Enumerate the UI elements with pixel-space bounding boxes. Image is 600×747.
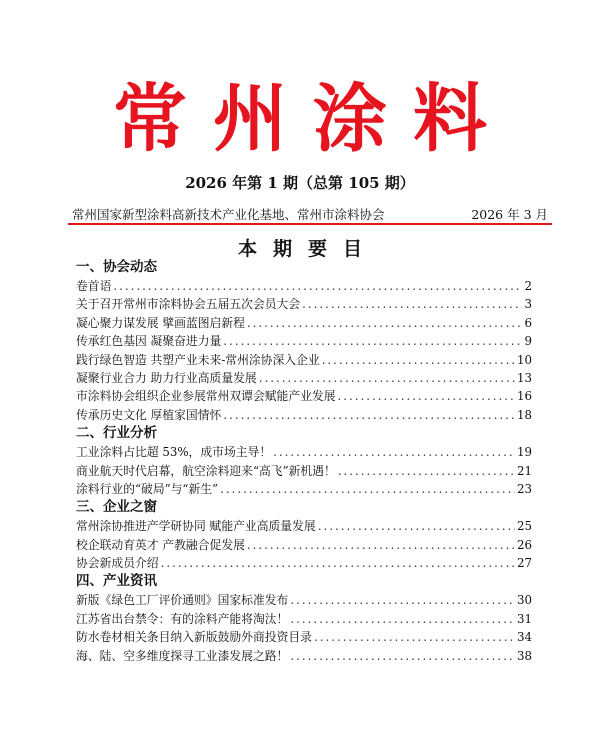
masthead-title: 常州涂料 [113,76,513,162]
toc-leader-dots [161,554,515,572]
publication-date: 2026 年 3 月 [471,207,548,222]
toc-entry-page: 38 [516,648,532,663]
toc-entry-page: 23 [516,481,532,496]
toc-entry-page: 9 [524,334,532,349]
toc-leader-dots [338,387,515,405]
toc-section-heading: 一、协会动态 [76,259,157,275]
toc-entry[interactable] [76,554,532,572]
toc-entry-title: 江苏省出台禁令：有的涂料产能将淘汰！ [76,611,289,626]
toc-leader-dots [322,351,515,369]
toc-entry-page: 34 [516,630,532,645]
toc-leader-dots [220,480,515,498]
toc-entry-title: 卷首语 [76,279,112,293]
toc-entry-title: 市涂料协会组织企业参展常州双谭会赋能产业发展 [76,389,336,404]
publisher-name: 常州国家新型涂料高新技术产业化基地、常州市涂料协会 [72,207,385,222]
toc-leader-dots [223,406,515,424]
issue-number: 2026 年第 1 期（总第 105 期） [185,174,415,192]
toc-entry-page: 19 [516,445,532,460]
toc-entry-title: 协会新成员介绍 [76,556,159,571]
toc-leader-dots [302,295,522,313]
toc-entry[interactable] [76,314,532,332]
toc-entry-page: 26 [516,537,532,552]
toc-entry-title: 防水卷材相关条目纳入新版鼓励外商投资目录 [76,630,312,645]
toc-leader-dots [247,536,515,554]
toc-entry[interactable] [76,295,532,313]
toc-entry[interactable] [76,647,532,665]
toc-entry-title: 涂料行业的“破局”与“新生” [76,481,219,496]
toc-entry-title: 工业涂料占比超 53%，成市场主导！ [76,445,272,460]
toc-entry[interactable] [76,406,532,424]
toc-entry-page: 16 [516,389,532,404]
toc-entry[interactable] [76,351,532,369]
toc-entry-title: 新版《绿色工厂评价通则》国家标准发布 [76,593,289,608]
toc-entry-title: 凝心聚力谋发展 擘画蓝图启新程 [76,315,245,330]
toc-title: 本期要目 [237,238,378,260]
toc-entry-page: 25 [516,519,532,534]
toc-entry[interactable] [76,536,532,554]
toc-entry[interactable] [76,462,532,480]
table-of-contents [76,258,532,665]
toc-entry[interactable] [76,628,532,646]
toc-entry-page: 3 [524,297,532,312]
toc-leader-dots [113,277,522,295]
toc-entry-title: 常州涂协推进产学研协同 赋能产业高质量发展 [76,519,316,534]
toc-entry-title: 凝聚行业合力 助力行业高质量发展 [76,370,257,385]
toc-entry-page: 18 [516,407,532,422]
toc-entry-title: 践行绿色智造 共塑产业未来-常州涂协深入企业 [76,352,320,367]
toc-section-heading: 二、行业分析 [76,425,157,442]
toc-entry-title: 传承红色基因 凝聚奋进力量 [76,334,222,349]
toc-entry-page: 13 [516,370,532,385]
toc-leader-dots [314,628,515,646]
header-rule [68,223,552,225]
toc-entry-page: 10 [516,352,532,367]
toc-entry[interactable] [76,369,532,387]
toc-leader-dots [290,591,515,609]
toc-leader-dots [338,462,515,480]
toc-entry-title: 商业航天时代启幕，航空涂料迎来“高飞”新机遇！ [76,463,336,478]
toc-leader-dots [247,314,523,332]
toc-leader-dots [290,610,515,628]
toc-entry-title: 校企联动育英才 产教融合促发展 [76,537,245,552]
toc-entry-page: 27 [516,556,532,571]
toc-entry[interactable] [76,332,532,350]
toc-leader-dots [259,369,515,387]
toc-entry[interactable] [76,610,532,628]
toc-entry[interactable] [76,443,532,461]
toc-leader-dots [318,517,515,535]
toc-entry-page: 30 [516,593,532,608]
toc-entry[interactable] [76,480,532,498]
toc-entry[interactable] [76,591,532,609]
toc-leader-dots [223,332,522,350]
toc-leader-dots [273,443,515,461]
toc-entry-page: 2 [524,279,532,293]
toc-entry-title: 海、陆、空多维度探寻工业漆发展之路！ [76,648,289,663]
toc-entry-title: 关于召开常州市涂料协会五届五次会员大会 [76,297,301,312]
toc-entry[interactable] [76,387,532,405]
toc-entry-page: 21 [516,463,532,478]
toc-entry[interactable] [76,517,532,535]
toc-leader-dots [290,647,515,665]
toc-entry[interactable] [76,277,532,295]
toc-section-heading: 三、企业之窗 [76,499,157,516]
toc-entry-page: 31 [516,611,532,626]
publisher-row [72,205,548,223]
toc-entry-page: 6 [524,315,532,330]
toc-section-heading: 四、产业资讯 [76,573,157,590]
toc-entry-title: 传承历史文化 厚植家国情怀 [76,407,222,422]
